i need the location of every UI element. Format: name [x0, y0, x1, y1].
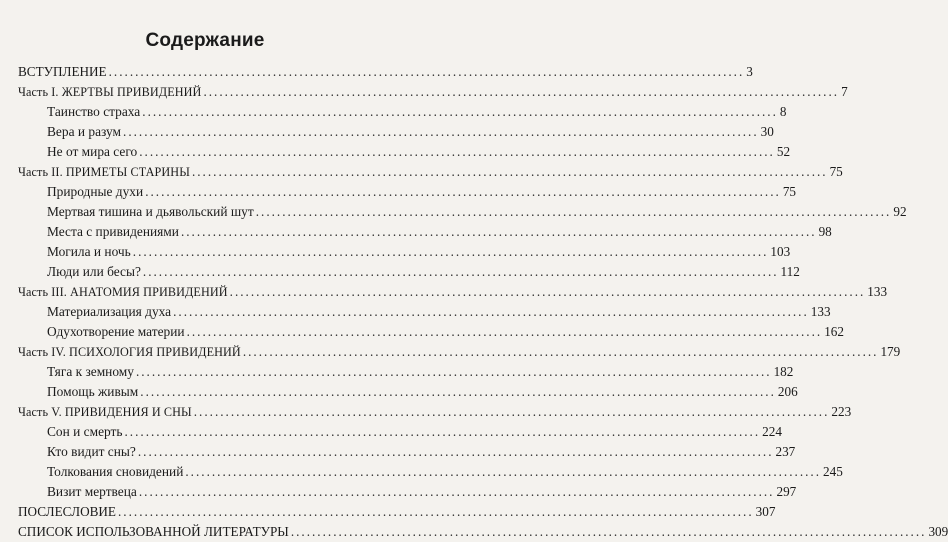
- dot-leader: ........................................................................................................................: [191, 164, 828, 179]
- toc-entry-label: Одухотворение материи: [47, 324, 185, 339]
- toc-entry-part-4[interactable]: [18, 342, 901, 362]
- toc-page-number: 206: [777, 384, 798, 399]
- dot-leader: ........................................................................................................................: [242, 344, 879, 359]
- toc-page-number: 297: [776, 484, 797, 499]
- dot-leader: ........................................................................................................................: [142, 264, 779, 279]
- dot-leader: ........................................................................................................................: [185, 464, 821, 479]
- toc-page-number: 75: [782, 184, 796, 199]
- toc-entry-label: Часть V. ПРИВИДЕНИЯ И СНЫ: [18, 405, 192, 419]
- toc-entry-label: Вера и разум: [47, 124, 122, 139]
- toc-entry-chapter[interactable]: [47, 482, 797, 502]
- toc-entry-label: Тяга к земному: [47, 364, 134, 379]
- dot-leader: ........................................................................................................................: [186, 324, 823, 339]
- toc-entry-label: Толкования сновидений: [47, 464, 184, 479]
- dot-leader: ........................................................................................................................: [124, 424, 761, 439]
- toc-page-number: 237: [775, 444, 796, 459]
- dot-leader: ........................................................................................................................: [173, 304, 809, 319]
- toc-page-number: 309: [928, 524, 948, 539]
- dot-leader: ........................................................................................................................: [118, 504, 754, 519]
- dot-leader: ........................................................................................................................: [139, 144, 775, 159]
- toc-page-number: 162: [824, 324, 844, 339]
- dot-leader: ........................................................................................................................: [229, 284, 866, 299]
- toc-entry-label: ВСТУПЛЕНИЕ: [18, 64, 107, 79]
- dot-leader: ........................................................................................................................: [123, 124, 759, 139]
- dot-leader: ........................................................................................................................: [138, 484, 775, 499]
- toc-entry-chapter[interactable]: [47, 262, 800, 282]
- toc-entry-label: Таинство страха: [47, 104, 141, 119]
- dot-leader: ........................................................................................................................: [193, 404, 830, 419]
- toc-entry-chapter[interactable]: [47, 122, 774, 142]
- toc-page-number: 98: [818, 224, 832, 239]
- toc-page-number: 179: [880, 344, 901, 359]
- toc-entry-part-1[interactable]: [18, 82, 848, 102]
- toc-entry-chapter[interactable]: [47, 382, 798, 402]
- dot-leader: ........................................................................................................................: [135, 364, 772, 379]
- toc-entry-label: Места с привидениями: [47, 224, 179, 239]
- toc-entry-afterword[interactable]: [18, 502, 776, 522]
- toc-page-number: 112: [780, 264, 800, 279]
- dot-leader: ........................................................................................................................: [203, 84, 840, 99]
- toc-entry-label: СПИСОК ИСПОЛЬЗОВАННОЙ ЛИТЕРАТУРЫ: [18, 524, 289, 539]
- page-title: Содержание: [145, 30, 265, 51]
- toc-page-number: 8: [779, 104, 787, 119]
- toc-entry-part-3[interactable]: [18, 282, 888, 302]
- toc-entry-bibliography[interactable]: [18, 522, 948, 542]
- toc-entry-label: Люди или бесы?: [47, 264, 141, 279]
- toc-page-number: 30: [760, 124, 774, 139]
- toc-entry-chapter[interactable]: [47, 142, 791, 162]
- toc-page-number: 3: [746, 64, 753, 79]
- toc-entry-chapter[interactable]: [47, 442, 796, 462]
- dot-leader: ........................................................................................................................: [255, 204, 892, 219]
- toc-page-number: 245: [823, 464, 843, 479]
- toc-entry-chapter[interactable]: [47, 242, 791, 262]
- toc-entry-label: Часть IV. ПСИХОЛОГИЯ ПРИВИДЕНИЙ: [18, 345, 241, 359]
- toc-entry-label: Часть III. АНАТОМИЯ ПРИВИДЕНИЙ: [18, 285, 228, 299]
- toc-entry-introduction[interactable]: [18, 62, 753, 82]
- toc-entry-chapter[interactable]: [47, 202, 907, 222]
- toc-entry-chapter[interactable]: [47, 322, 844, 342]
- toc-entry-label: Визит мертвеца: [47, 484, 137, 499]
- dot-leader: ........................................................................................................................: [180, 224, 817, 239]
- toc-entry-chapter[interactable]: [47, 182, 796, 202]
- toc-entry-label: Помощь живым: [47, 384, 139, 399]
- toc-entry-label: Не от мира сего: [47, 144, 138, 159]
- dot-leader: ........................................................................................................................: [140, 384, 776, 399]
- dot-leader: ........................................................................................................................: [108, 64, 745, 79]
- toc-page-number: 307: [755, 504, 776, 519]
- toc-entry-label: Часть I. ЖЕРТВЫ ПРИВИДЕНИЙ: [18, 85, 202, 99]
- toc-page-number: 52: [776, 144, 791, 159]
- toc-page-number: 133: [867, 284, 888, 299]
- toc-entry-chapter[interactable]: [47, 302, 831, 322]
- toc-page-number: 7: [841, 84, 848, 99]
- toc-page-number: 224: [762, 424, 782, 439]
- toc-page-number: 103: [770, 244, 791, 259]
- toc-entry-chapter[interactable]: [47, 102, 787, 122]
- toc-entry-label: Часть II. ПРИМЕТЫ СТАРИНЫ: [18, 165, 190, 179]
- toc-page-number: 133: [810, 304, 831, 319]
- toc-page-number: 182: [773, 364, 794, 379]
- toc-entry-label: Материализация духа: [47, 304, 172, 319]
- dot-leader: ........................................................................................................................: [290, 524, 927, 539]
- toc-entry-chapter[interactable]: [47, 222, 832, 242]
- dot-leader: ........................................................................................................................: [132, 244, 769, 259]
- toc-page-number: 75: [829, 164, 843, 179]
- toc-entry-label: Мертвая тишина и дьявольский шут: [47, 204, 254, 219]
- toc-entry-label: Природные духи: [47, 184, 144, 199]
- toc-entry-chapter[interactable]: [47, 422, 782, 442]
- toc-page-number: 223: [831, 404, 852, 419]
- toc-entry-label: Сон и смерть: [47, 424, 123, 439]
- toc-entry-label: Могила и ночь: [47, 244, 131, 259]
- dot-leader: ........................................................................................................................: [137, 444, 774, 459]
- toc-entry-part-2[interactable]: [18, 162, 843, 182]
- dot-leader: ........................................................................................................................: [145, 184, 781, 199]
- dot-leader: ........................................................................................................................: [142, 104, 778, 119]
- toc-entry-chapter[interactable]: [47, 462, 843, 482]
- toc-entry-label: ПОСЛЕСЛОВИЕ: [18, 504, 116, 519]
- toc-entry-label: Кто видит сны?: [47, 444, 136, 459]
- toc-entry-chapter[interactable]: [47, 362, 794, 382]
- toc-page-number: 92: [893, 204, 907, 219]
- toc-entry-part-5[interactable]: [18, 402, 852, 422]
